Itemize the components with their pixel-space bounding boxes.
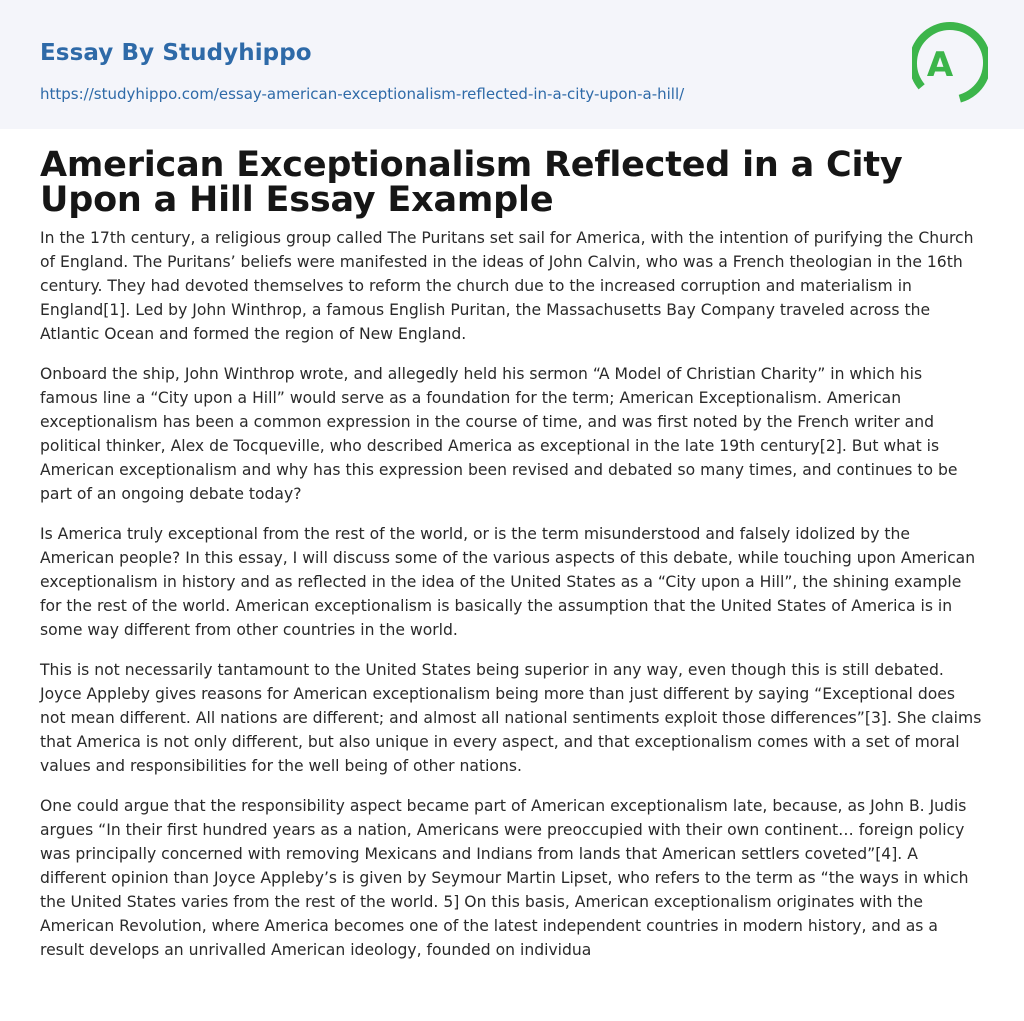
essay-paragraph: Onboard the ship, John Winthrop wrote, and allegedly held his sermon “A Model of Christian Charity” in which his famous line a “City upon a Hill” would serve as a foundation for the term; American Exceptionalism. American exceptionalism has been a common expression in the course of time, and was first noted by the French writer and political thinker, Alex de Tocqueville, who described America as exceptional in the late 19th century[2]. But what is American exceptionalism and why has this expression been revised and debated so many times, and continues to be part of an ongoing debate today? [40,365,958,503]
page-title: American Exceptionalism Reflected in a City Upon a Hill Essay Example [40,145,903,220]
essay-paragraph: One could argue that the responsibility aspect became part of American exceptionalism late, because, as John B. Judis argues “In their first hundred years as a nation, Americans were preoccupied with their own continent… foreign policy was principally concerned with removing Mexicans and Indians from lands that American settlers coveted”[4]. A different opinion than Joyce Appleby’s is given by Seymour Martin Lipset, who refers to the term as “the ways in which the United States varies from the rest of the world. 5] On this basis, American exceptionalism originates with the American Revolution, where America becomes one of the latest independent countries in modern history, and as a result develops an unrivalled American ideology, founded on individua [40,797,969,959]
essay-paragraph: This is not necessarily tantamount to the United States being superior in any way, even though this is still debated. Joyce Appleby gives reasons for American exceptionalism being more than just different by saying “Exceptional does not mean different. All nations are different; and almost all national sentiments exploit those differences”[3]. She claims that America is not only different, but also unique in every aspect, and that exceptionalism comes with a set of moral values and responsibilities for the well being of other nations. [40,661,982,775]
studyhippo-logo-icon[interactable] [912,20,988,106]
article-main [0,129,1024,962]
essay-body [40,226,984,962]
essay-paragraph: Is America truly exceptional from the rest of the world, or is the term misunderstood and falsely idolized by the American people? In this essay, I will discuss some of the various aspects of this debate, while touching upon American exceptionalism in history and as reflected in the idea of the United States as a “City upon a Hill”, the shining example for the rest of the world. American exceptionalism is basically the assumption that the United States of America is in some way different from other countries in the world. [40,525,976,639]
source-url-link[interactable]: https://studyhippo.com/essay-american-exceptionalism-reflected-in-a-city-upon-a-hill/ [40,85,685,103]
site-brand-title[interactable]: Essay By Studyhippo [40,40,312,66]
essay-paragraph: In the 17th century, a religious group called The Puritans set sail for America, with the intention of purifying the Church of England. The Puritans’ beliefs were manifested in the ideas of John Calvin, who was a French theologian in the 16th century. They had devoted themselves to reform the church due to the increased corruption and materialism in England[1]. Led by John Winthrop, a famous English Puritan, the Massachusetts Bay Company traveled across the Atlantic Ocean and formed the region of New England. [40,229,974,343]
site-header [0,0,1024,129]
svg-text:A: A [926,45,954,85]
